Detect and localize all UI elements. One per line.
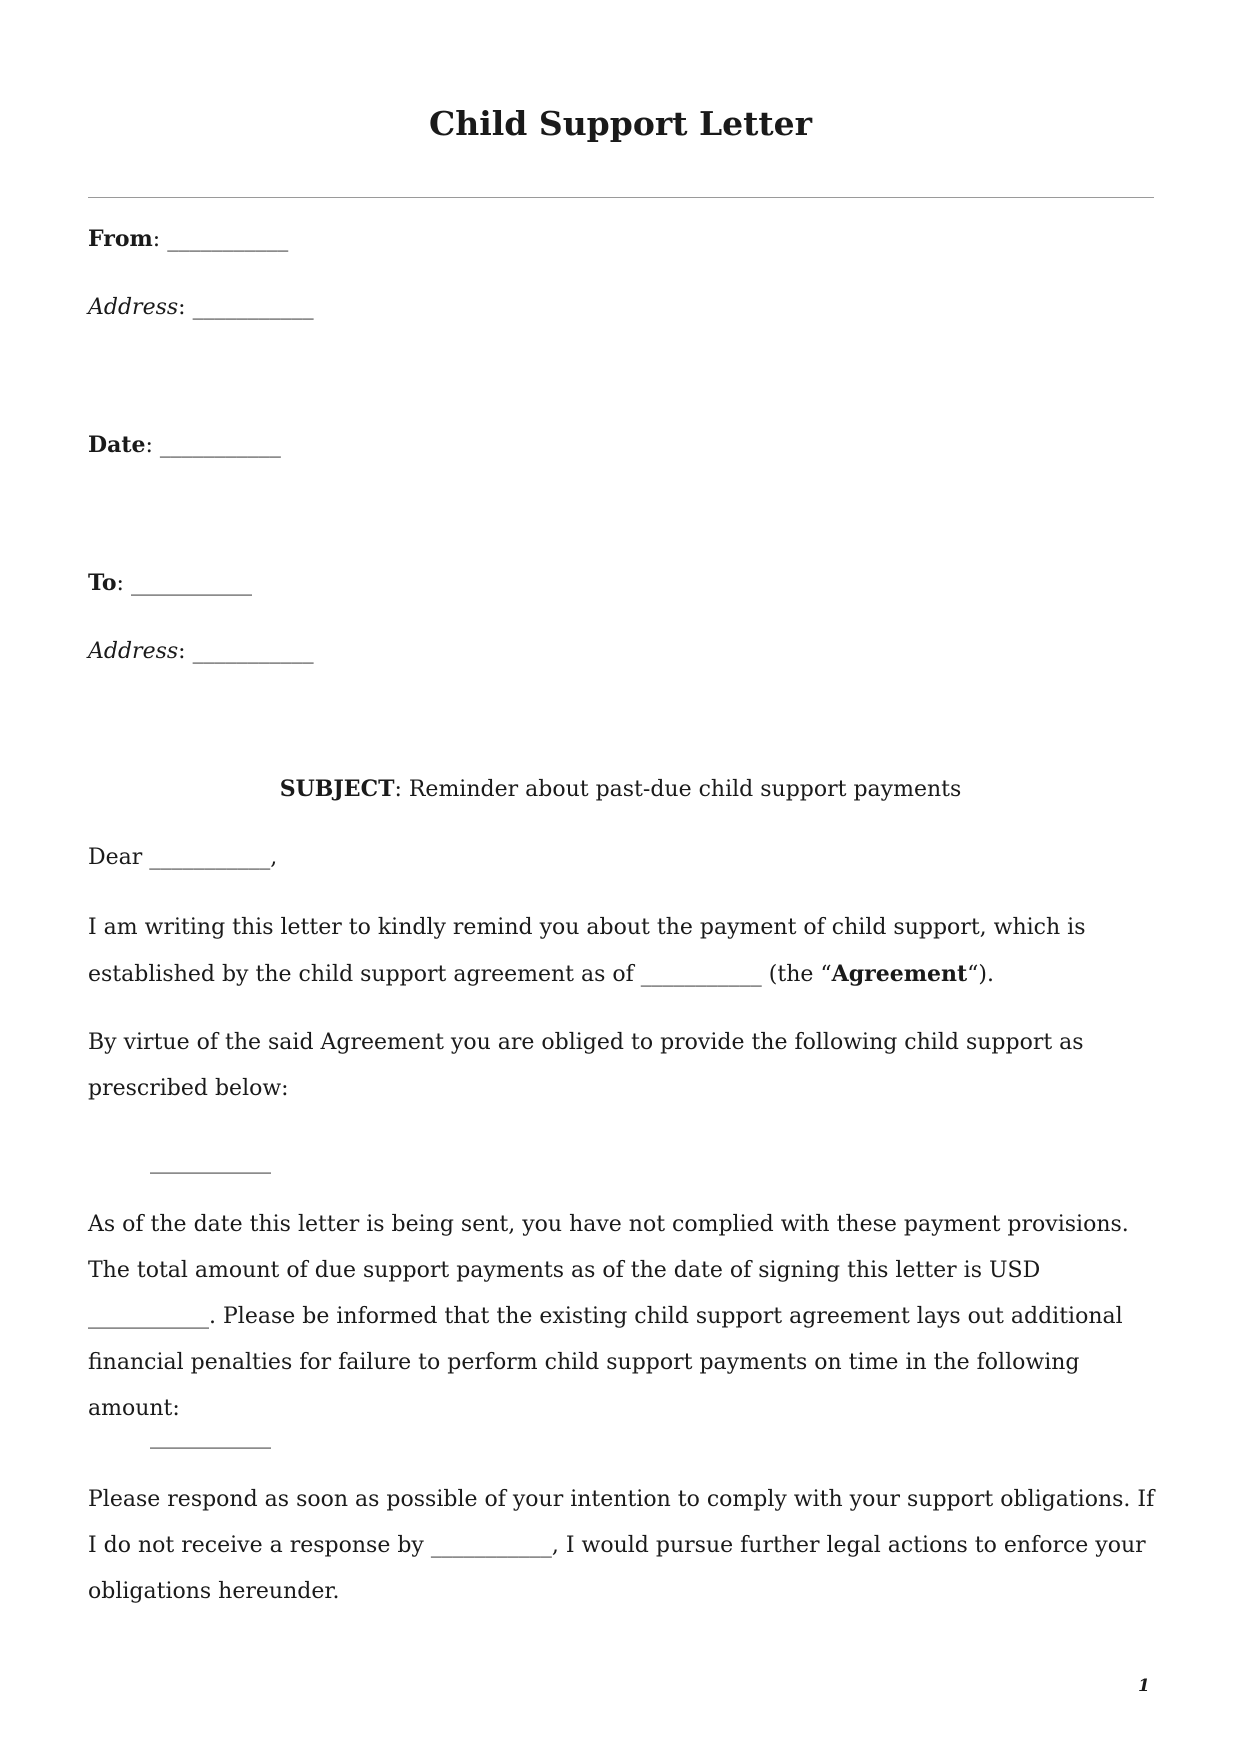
p4-text: Please respond as soon as possible of your intention to comply with your support obligations. If I do not receive a response by bbox=[88, 1487, 1155, 1558]
from-address-blank: ___________ bbox=[192, 295, 314, 320]
to-label: To bbox=[88, 570, 117, 596]
paragraph-agreement bbox=[88, 905, 1168, 998]
from-label: From bbox=[88, 226, 153, 252]
to-address-label: Address bbox=[88, 639, 179, 664]
p1-blank: ___________ bbox=[640, 962, 762, 987]
greeting-blank: ___________ bbox=[149, 845, 271, 870]
subject-label: SUBJECT bbox=[279, 776, 395, 802]
from-sep: : bbox=[152, 227, 168, 252]
from-address-label: Address bbox=[88, 295, 179, 320]
paragraph-noncompliance bbox=[88, 1202, 1168, 1432]
penalty-blank: ___________ bbox=[150, 1424, 271, 1449]
support-blank: ___________ bbox=[150, 1149, 271, 1174]
p3-amount-blank: ___________ bbox=[88, 1304, 209, 1329]
subject-line bbox=[0, 776, 1241, 802]
p1-after: “). bbox=[967, 962, 994, 987]
subject-text: : Reminder about past-due child support payments bbox=[394, 777, 962, 802]
p1-mid: (the “ bbox=[761, 962, 832, 987]
date-sep: : bbox=[145, 433, 160, 458]
page-number: 1 bbox=[1138, 1676, 1150, 1696]
title-divider bbox=[88, 197, 1154, 198]
paragraph-response bbox=[88, 1477, 1168, 1615]
from-address-line bbox=[88, 295, 314, 320]
document-title: Child Support Letter bbox=[428, 104, 813, 143]
p4-date-blank: ___________ bbox=[430, 1533, 552, 1558]
to-blank: ___________ bbox=[130, 571, 252, 596]
from-blank: ___________ bbox=[167, 227, 289, 252]
p1-agreement-term: Agreement bbox=[831, 961, 968, 987]
from-address-sep: : bbox=[178, 295, 193, 320]
to-sep: : bbox=[116, 571, 131, 596]
greeting-line bbox=[88, 845, 277, 870]
p4-after: , I would pursue further legal actions to enforce your obligations hereunder. bbox=[88, 1533, 1146, 1604]
paragraph-obligation: By virtue of the said Agreement you are obliged to provide the following child support as prescribed below: bbox=[88, 1030, 1084, 1101]
from-line bbox=[88, 226, 288, 252]
date-label: Date bbox=[88, 432, 146, 458]
to-address-sep: : bbox=[178, 639, 193, 664]
greeting-prefix: Dear bbox=[88, 845, 150, 870]
greeting-suffix: , bbox=[270, 845, 278, 870]
to-address-line bbox=[88, 639, 314, 664]
p3-text: As of the date this letter is being sent, you have not complied with these payment provisions. The total amount of due support payments as of the date of signing this letter is USD bbox=[88, 1212, 1129, 1283]
date-line bbox=[88, 432, 281, 458]
p3-after: . Please be informed that the existing child support agreement lays out additional financial penalties for failure to perform child support payments on time in the following amount: bbox=[88, 1304, 1123, 1421]
date-blank: ___________ bbox=[159, 433, 281, 458]
to-address-blank: ___________ bbox=[192, 639, 314, 664]
p1-text: I am writing this letter to kindly remind you about the payment of child support, which is established by the child support agreement as of bbox=[88, 915, 1086, 987]
to-line bbox=[88, 570, 252, 596]
